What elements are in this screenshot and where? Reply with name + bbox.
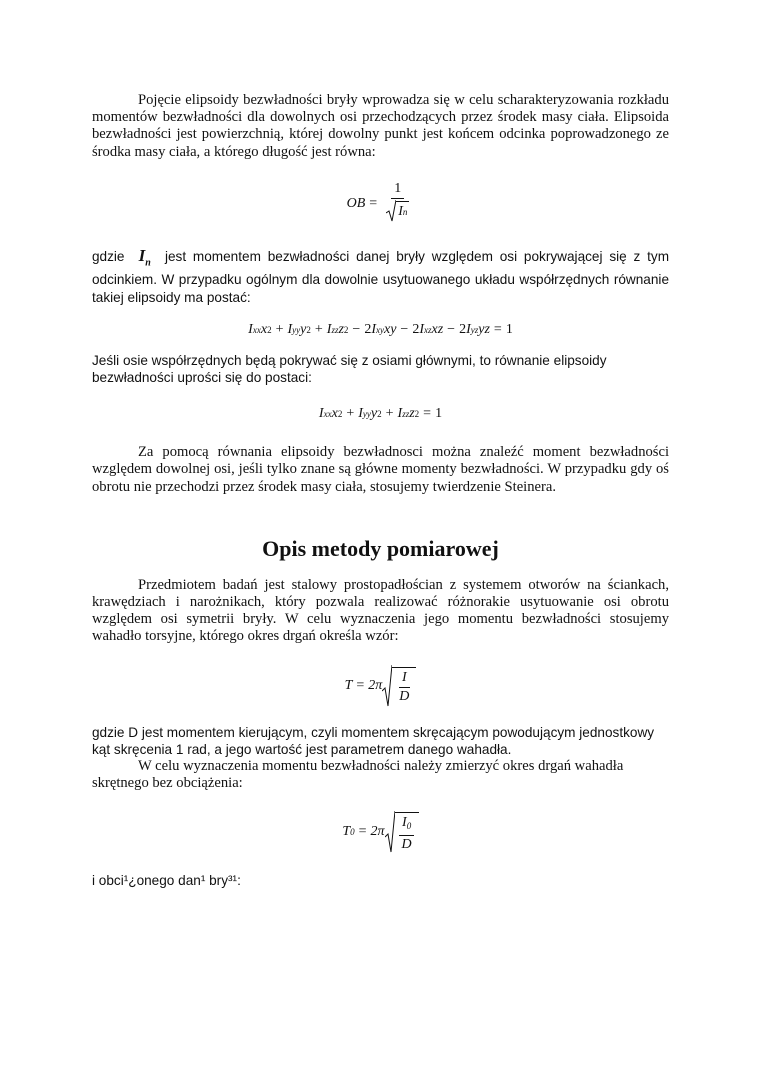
t5-I: I (419, 321, 424, 337)
p-op-eq: = (423, 406, 432, 422)
frac-I: I (399, 670, 410, 688)
t2-sq: 2 (306, 324, 311, 335)
eq-ob-fraction (383, 181, 412, 227)
frac-D: D (399, 688, 410, 704)
t5-sub: xz (424, 324, 432, 335)
equation-period-empty (92, 806, 669, 858)
sqrt-period-empty (385, 811, 419, 853)
p-t3-I: I (397, 406, 403, 422)
p-op1: + (346, 406, 355, 422)
p-t1-var: x (331, 406, 338, 422)
t2-I: I (287, 321, 293, 337)
t4-coef: 2 (364, 321, 372, 337)
eq-T: T (344, 677, 353, 693)
p-t2-sq: 2 (377, 409, 382, 420)
p-t1-I: I (318, 406, 324, 422)
t6-var: yz (478, 321, 490, 337)
t3-var: z (338, 321, 344, 337)
eq-T0-2pi: 2π (370, 824, 385, 840)
t3-sub: zz (331, 324, 339, 335)
equation-ellipsoid-general (92, 316, 669, 344)
eq-T0-equals: = (358, 824, 367, 840)
eq-T-2pi: 2π (368, 677, 383, 693)
eq-ob-numerator: 1 (391, 181, 404, 199)
p-t2-var: y (370, 406, 378, 422)
inline-In-letter: I (138, 245, 146, 265)
eq-T0-sub: 0 (350, 827, 355, 838)
frac-I0 (399, 815, 414, 836)
t4-sub: xy (375, 324, 384, 335)
p-t1-sub: xx (323, 409, 332, 420)
op-eq: = (493, 321, 502, 337)
document-page (92, 92, 669, 890)
p-t2-sub: yy (362, 409, 371, 420)
t3-I: I (326, 321, 332, 337)
sqrt-sign (386, 200, 409, 222)
t1-sub: xx (252, 324, 261, 335)
paragraph-steiner: Za pomocą równania elipsoidy bezwładnosci można znaleźć moment bezwładności względem dowolnej osi, jeśli tylko znane są główne momenty bezwładności. W przypadku gdy oś obrotu nie przechodzi przez środek masy ciała, stosujemy twierdzenie Steinera. (92, 444, 669, 495)
paragraph-loaded: i obci¹¿onego dan¹ bry³¹: (92, 873, 241, 889)
p2-start: gdzie (92, 248, 125, 264)
eq-T-equals: = (356, 677, 365, 693)
t4-I: I (371, 321, 376, 337)
equation-period (92, 660, 669, 712)
rhs-one: 1 (505, 321, 513, 337)
frac-I0-sub: 0 (406, 820, 412, 831)
eq-T0: T (342, 824, 351, 840)
t2-var: y (300, 321, 307, 337)
p2-rest: jest momentem bezwładności danej bryły względem osi pokrywającej się z tym odcinkiem. W przypadku ogólnym dla dowolnie usytuowanego układu współrzędnych równanie takiej elipsoidy ma postać: (92, 248, 670, 305)
eq-ob-denominator (383, 199, 412, 227)
frac-D0: D (401, 836, 412, 852)
frac-I0-letter: I (402, 814, 407, 830)
section-heading: Opis metody pomiarowej (262, 535, 499, 561)
paragraph-intro: Pojęcie elipsoidy bezwładności bryły wprowadza się w celu scharakteryzowania rozkładu momentów bezwładności dla dowolnych osi przechodzących przez środek masy ciała. Elipsoida bezwładności jest powierzchnią, której dowolny punkt jest końcem odcinka poprowadzonego ze środka masy ciała, a którego długość jest równa: (92, 92, 669, 160)
op4: − (400, 321, 409, 337)
t3-sq: 2 (343, 324, 349, 335)
t6-I: I (466, 321, 471, 337)
t6-coef: 2 (459, 321, 467, 337)
p-op2: + (385, 406, 394, 422)
inline-In (131, 245, 158, 269)
frac-I-over-D (396, 670, 412, 705)
paragraph-gdzie-d: gdzie D jest momentem kierującym, czyli momentem skręcającym powodującym jednostkowy kąt skręcenia 1 rad, a jego wartość jest parametrem danego wahadła. (92, 724, 655, 757)
sqrt-period (382, 665, 416, 707)
p-t3-sub: zz (402, 409, 410, 420)
t2-sub: yy (292, 324, 301, 335)
t4-var: xy (383, 321, 397, 337)
p-rhs-one: 1 (435, 406, 443, 422)
t1-sq: 2 (267, 324, 272, 335)
t5-coef: 2 (412, 321, 420, 337)
paragraph-principal-axes: Jeśli osie współrzędnych będą pokrywać się z osiami głównymi, to równanie elipsoidy bezwładności uprości się do postaci: (92, 352, 607, 386)
t1-I: I (248, 321, 253, 337)
equation-ob (92, 179, 669, 229)
equation-ellipsoid-principal (92, 400, 669, 428)
op2: + (314, 321, 323, 337)
p-t1-sq: 2 (337, 409, 343, 420)
op5: − (447, 321, 456, 337)
eq-equals: = (369, 195, 378, 211)
t1-var: x (260, 321, 268, 337)
eq-In-sub: n (402, 207, 408, 218)
t5-var: xz (431, 321, 444, 337)
paragraph-no-load: W celu wyznaczenia momentu bezwładności należy zmierzyć okres drgań wahadła skrętnego bez obciążenia: (92, 758, 624, 792)
frac-I0-over-D (399, 815, 415, 853)
paragraph-gdzie-in (92, 247, 669, 306)
eq-ob-lhs: OB (346, 195, 366, 211)
p-t3-var: z (409, 406, 415, 422)
eq-In-letter: I (398, 204, 403, 220)
paragraph-method: Przedmiotem badań jest stalowy prostopadłościan z systemem otworów na ściankach, krawędziach i narożnikach, który pozwala realizować różnorakie usytuowanie osi obrotu względem osi symetrii bryły. W celu wyznaczenia jego momentu bezwładności stosujemy wahadło torsyjne, którego okres drgań określa wzór: (92, 576, 669, 645)
p-t3-sq: 2 (414, 409, 420, 420)
p-t2-I: I (358, 406, 363, 422)
inline-In-sub: n (145, 257, 151, 269)
op1: + (275, 321, 284, 337)
t6-sub: yz (470, 324, 479, 335)
op3: − (352, 321, 361, 337)
